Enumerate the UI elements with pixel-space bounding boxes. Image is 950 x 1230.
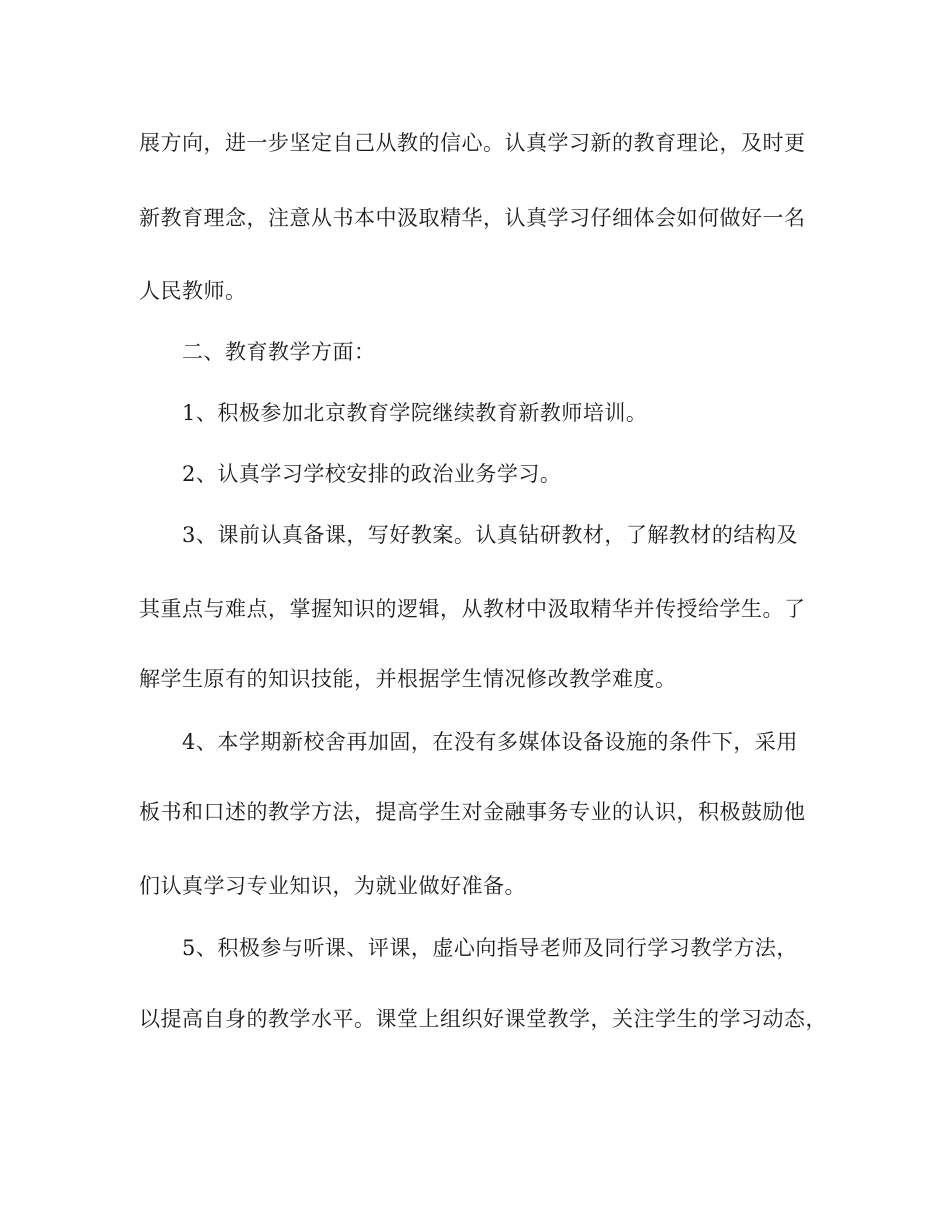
paragraph-line: 板书和口述的教学方法，提高学生对金融事务专业的认识，积极鼓励他: [139, 800, 806, 824]
paragraph-line: 解学生原有的知识技能，并根据学生情况修改教学难度。: [139, 667, 677, 691]
list-item: 3、课前认真备课，写好教案。认真钻研教材，了解教材的结构及: [182, 523, 798, 547]
list-item: 2、认真学习学校安排的政治业务学习。: [182, 462, 562, 486]
section-heading: 二、教育教学方面：: [182, 340, 376, 364]
list-item: 1、积极参加北京教育学院继续教育新教师培训。: [182, 401, 648, 425]
paragraph-line: 人民教师。: [139, 279, 247, 303]
paragraph-line: 以提高自身的教学水平。课堂上组织好课堂教学，关注学生的学习动态，: [139, 1007, 827, 1031]
list-item: 4、本学期新校舍再加固，在没有多媒体设备设施的条件下，采用: [182, 730, 798, 754]
paragraph-line: 展方向，进一步坚定自己从教的信心。认真学习新的教育理论，及时更: [139, 131, 806, 155]
paragraph-line: 新教育理念，注意从书本中汲取精华，认真学习仔细体会如何做好一名: [139, 206, 806, 230]
paragraph-line: 们认真学习专业知识，为就业做好准备。: [139, 874, 526, 898]
paragraph-line: 其重点与难点，掌握知识的逻辑，从教材中汲取精华并传授给学生。了: [139, 597, 806, 621]
list-item: 5、积极参与听课、评课，虚心向指导老师及同行学习教学方法，: [182, 936, 798, 960]
